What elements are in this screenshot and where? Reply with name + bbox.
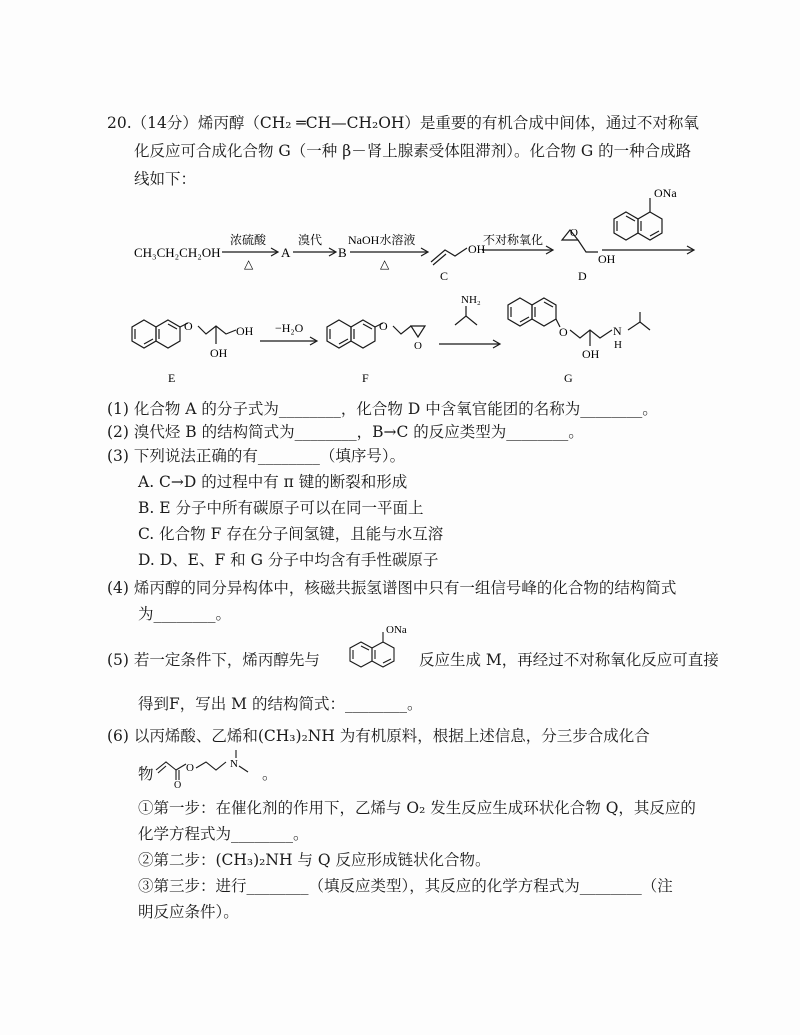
compound-B-label: B bbox=[338, 245, 347, 260]
start-material: CH₃CH₂CH₂OH bbox=[134, 245, 221, 260]
q6-step-3-line-1: ③第三步：进行________（填反应类型），其反应的化学方程式为________（注 bbox=[138, 877, 673, 895]
q6-step-1-line-2: 化学方程式为________。 bbox=[138, 825, 309, 843]
q2: (2) 溴代烃 B 的结构简式为________，B→C 的反应类型为________。 bbox=[107, 423, 584, 441]
compound-A-label: A bbox=[281, 245, 291, 260]
compound-F-label: F bbox=[362, 371, 369, 385]
q4-line-1: (4) 烯丙醇的同分异构体中，核磁共振氢谱图中只有一组信号峰的化合物的结构简式 bbox=[107, 579, 677, 597]
ona-label: ONa bbox=[654, 186, 677, 200]
q5-line-1b: 反应生成 M，再经过不对称氧化反应可直接 bbox=[419, 651, 719, 669]
ether-o-F: O bbox=[379, 319, 388, 333]
amine-n: N bbox=[230, 758, 238, 770]
reagent-5: −H₂O bbox=[275, 321, 304, 335]
compound-C-label: C bbox=[440, 269, 449, 283]
q6-step-3-line-2: 明反应条件）。 bbox=[138, 903, 239, 921]
q5-line-1a: (5) 若一定条件下，烯丙醇先与 bbox=[107, 651, 320, 669]
question-line-2: 化反应可合成化合物 G（一种 β－肾上腺素受体阻滞剂）。化合物 G 的一种合成路 bbox=[134, 142, 692, 160]
q6-step-1-line-1: ①第一步：在催化剂的作用下，乙烯与 O₂ 发生反应生成环状化合物 Q，其反应的 bbox=[138, 799, 696, 817]
condition-1: △ bbox=[244, 257, 254, 271]
q6-line-1: (6) 以丙烯酸、乙烯和(CH₃)₂NH 为有机原料，根据上述信息，分三步合成化合 bbox=[107, 727, 650, 745]
target-ester-structure bbox=[154, 748, 264, 788]
q6-line-2a: 物 bbox=[138, 765, 154, 783]
naphthoxide-inline bbox=[333, 622, 413, 682]
reagent-2: 溴代 bbox=[298, 233, 323, 247]
q3-option-c: C. 化合物 F 存在分子间氢键，且能与水互溶 bbox=[138, 525, 444, 543]
inline-ona-label: ONa bbox=[386, 624, 407, 636]
ether-o-G: O bbox=[559, 325, 568, 339]
q3-option-b: B. E 分子中所有碳原子可以在同一平面上 bbox=[138, 499, 424, 517]
q4-line-2: 为________。 bbox=[138, 605, 232, 623]
h-label-G: H bbox=[614, 339, 622, 351]
reagent-3: NaOH水溶液 bbox=[348, 233, 416, 247]
reagent-1: 浓硫酸 bbox=[230, 233, 267, 247]
question-line-1: 20.（14分）烯丙醇（CH₂ ═CH—CH₂OH）是重要的有机合成中间体，通过不对称氧 bbox=[107, 114, 699, 132]
q3-option-d: D. D、E、F 和 G 分子中均含有手性碳原子 bbox=[138, 551, 439, 569]
oh-label-E2: OH bbox=[210, 346, 228, 360]
epoxide-o-D: O bbox=[570, 227, 578, 239]
compound-E-label: E bbox=[168, 371, 176, 385]
condition-3: △ bbox=[380, 257, 390, 271]
ether-o-E: O bbox=[184, 319, 193, 333]
q3-option-a: A. C→D 的过程中有 π 键的断裂和形成 bbox=[138, 473, 408, 491]
ester-carbonyl-o: O bbox=[174, 780, 182, 788]
reagent-4: 不对称氧化 bbox=[483, 233, 544, 247]
oh-label-G: OH bbox=[582, 347, 600, 361]
nh2-label: NH₂ bbox=[461, 294, 481, 306]
question-line-3: 线如下： bbox=[134, 170, 197, 188]
oh-label-E1: OH bbox=[236, 324, 254, 338]
q3: (3) 下列说法正确的有________（填序号）。 bbox=[107, 447, 406, 465]
oh-label-C: OH bbox=[468, 242, 486, 256]
oh-label-D: OH bbox=[598, 252, 616, 266]
q6-step-2: ②第二步：(CH₃)₂NH 与 Q 反应形成链状化合物。 bbox=[138, 851, 491, 869]
ester-o: O bbox=[186, 762, 194, 774]
synthesis-scheme bbox=[0, 0, 800, 400]
q6-line-2b: 。 bbox=[262, 765, 278, 783]
q1: (1) 化合物 A 的分子式为________，化合物 D 中含氧官能团的名称为________。 bbox=[107, 400, 658, 418]
q5-line-2: 得到F，写出 M 的结构简式：________。 bbox=[138, 695, 423, 713]
epoxide-o-F: O bbox=[414, 340, 422, 352]
compound-G-label: G bbox=[564, 371, 573, 385]
n-label-G: N bbox=[613, 324, 622, 338]
compound-D-label: D bbox=[578, 269, 587, 283]
